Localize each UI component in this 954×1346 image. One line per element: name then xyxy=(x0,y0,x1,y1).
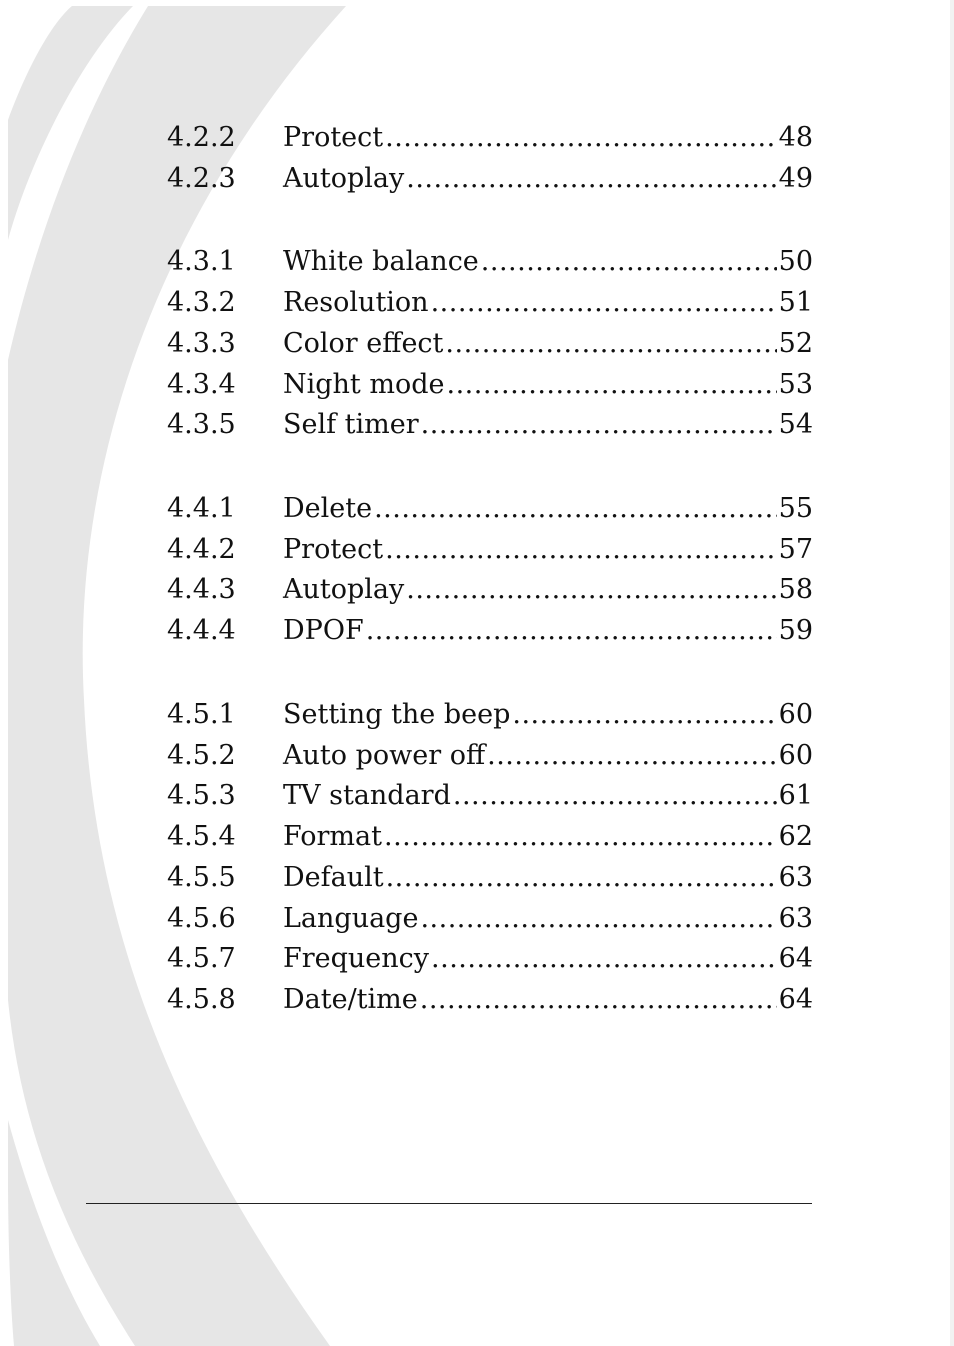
section-number: 4.5.6 xyxy=(167,903,236,934)
toc-entry[interactable] xyxy=(167,614,813,648)
page-number: 63 xyxy=(778,862,813,893)
toc-entry[interactable] xyxy=(167,533,813,567)
dot-leader xyxy=(385,121,777,155)
dot-leader xyxy=(420,902,776,936)
toc-entry[interactable] xyxy=(167,942,813,976)
page-number: 62 xyxy=(778,821,813,852)
page-number: 55 xyxy=(778,493,813,524)
section-number: 4.4.1 xyxy=(167,493,236,524)
section-title: Night mode xyxy=(283,369,445,400)
page-number: 64 xyxy=(778,943,813,974)
page-number: 61 xyxy=(778,780,813,811)
section-title: TV standard xyxy=(283,780,451,811)
section-number: 4.3.3 xyxy=(167,328,236,359)
section-title: Autoplay xyxy=(283,163,405,194)
dot-leader xyxy=(512,698,776,732)
dot-leader xyxy=(487,739,777,773)
dot-leader xyxy=(420,983,777,1017)
dot-leader xyxy=(453,779,777,813)
dot-leader xyxy=(431,286,777,320)
section-title: Autoplay xyxy=(283,574,405,605)
section-number: 4.3.2 xyxy=(167,287,236,318)
toc-entry[interactable] xyxy=(167,245,813,279)
dot-leader xyxy=(366,614,777,648)
section-number: 4.5.2 xyxy=(167,740,236,771)
dot-leader xyxy=(481,245,777,279)
page-number: 57 xyxy=(778,534,813,565)
dot-leader xyxy=(445,327,776,361)
page-number: 59 xyxy=(778,615,813,646)
page-number: 50 xyxy=(778,246,813,277)
section-title: Self timer xyxy=(283,409,419,440)
section-title: Language xyxy=(283,903,419,934)
section-number: 4.5.8 xyxy=(167,984,236,1015)
section-title: White balance xyxy=(283,246,479,277)
dot-leader xyxy=(447,368,777,402)
toc-entry[interactable] xyxy=(167,820,813,854)
toc-entry[interactable] xyxy=(167,162,813,196)
toc-entry[interactable] xyxy=(167,779,813,813)
section-title: Frequency xyxy=(283,943,430,974)
dot-leader xyxy=(385,533,777,567)
section-title: Format xyxy=(283,821,382,852)
section-number: 4.5.1 xyxy=(167,699,236,730)
page-number: 63 xyxy=(778,903,813,934)
section-title: Date/time xyxy=(283,984,418,1015)
page-number: 60 xyxy=(778,740,813,771)
page-number: 51 xyxy=(778,287,813,318)
toc-entry[interactable] xyxy=(167,368,813,402)
section-title: Protect xyxy=(283,534,384,565)
section-number: 4.2.2 xyxy=(167,122,236,153)
dot-leader xyxy=(386,861,777,895)
toc-entry[interactable] xyxy=(167,902,813,936)
toc-entry[interactable] xyxy=(167,121,813,155)
dot-leader xyxy=(406,573,776,607)
section-number: 4.5.5 xyxy=(167,862,236,893)
section-title: Delete xyxy=(283,493,373,524)
toc-entry[interactable] xyxy=(167,861,813,895)
page-number: 49 xyxy=(778,163,813,194)
page-number: 52 xyxy=(778,328,813,359)
toc-entry[interactable] xyxy=(167,492,813,526)
toc-entry[interactable] xyxy=(167,739,813,773)
page-number: 48 xyxy=(778,122,813,153)
dot-leader xyxy=(374,492,777,526)
toc-entry[interactable] xyxy=(167,573,813,607)
page-number: 60 xyxy=(778,699,813,730)
page-number: 64 xyxy=(778,984,813,1015)
toc-entry[interactable] xyxy=(167,698,813,732)
toc-entry[interactable] xyxy=(167,408,813,442)
toc-entry[interactable] xyxy=(167,327,813,361)
section-number: 4.5.4 xyxy=(167,821,236,852)
toc-entry[interactable] xyxy=(167,983,813,1017)
section-title: Setting the beep xyxy=(283,699,511,730)
section-title: DPOF xyxy=(283,615,364,646)
section-title: Color effect xyxy=(283,328,444,359)
section-number: 4.3.1 xyxy=(167,246,236,277)
section-number: 4.4.3 xyxy=(167,574,236,605)
section-number: 4.4.2 xyxy=(167,534,236,565)
section-title: Auto power off xyxy=(283,740,486,771)
section-number: 4.5.7 xyxy=(167,943,236,974)
section-title: Default xyxy=(283,862,384,893)
section-title: Protect xyxy=(283,122,384,153)
toc-entry[interactable] xyxy=(167,286,813,320)
section-number: 4.4.4 xyxy=(167,615,236,646)
section-title: Resolution xyxy=(283,287,429,318)
page-number: 54 xyxy=(778,409,813,440)
section-number: 4.3.4 xyxy=(167,369,236,400)
page-number: 58 xyxy=(778,574,813,605)
section-number: 4.5.3 xyxy=(167,780,236,811)
section-number: 4.2.3 xyxy=(167,163,236,194)
dot-leader xyxy=(431,942,777,976)
footer-rule xyxy=(86,1203,812,1204)
page-number: 53 xyxy=(778,369,813,400)
dot-leader xyxy=(421,408,777,442)
dot-leader xyxy=(384,820,777,854)
dot-leader xyxy=(406,162,776,196)
section-number: 4.3.5 xyxy=(167,409,236,440)
